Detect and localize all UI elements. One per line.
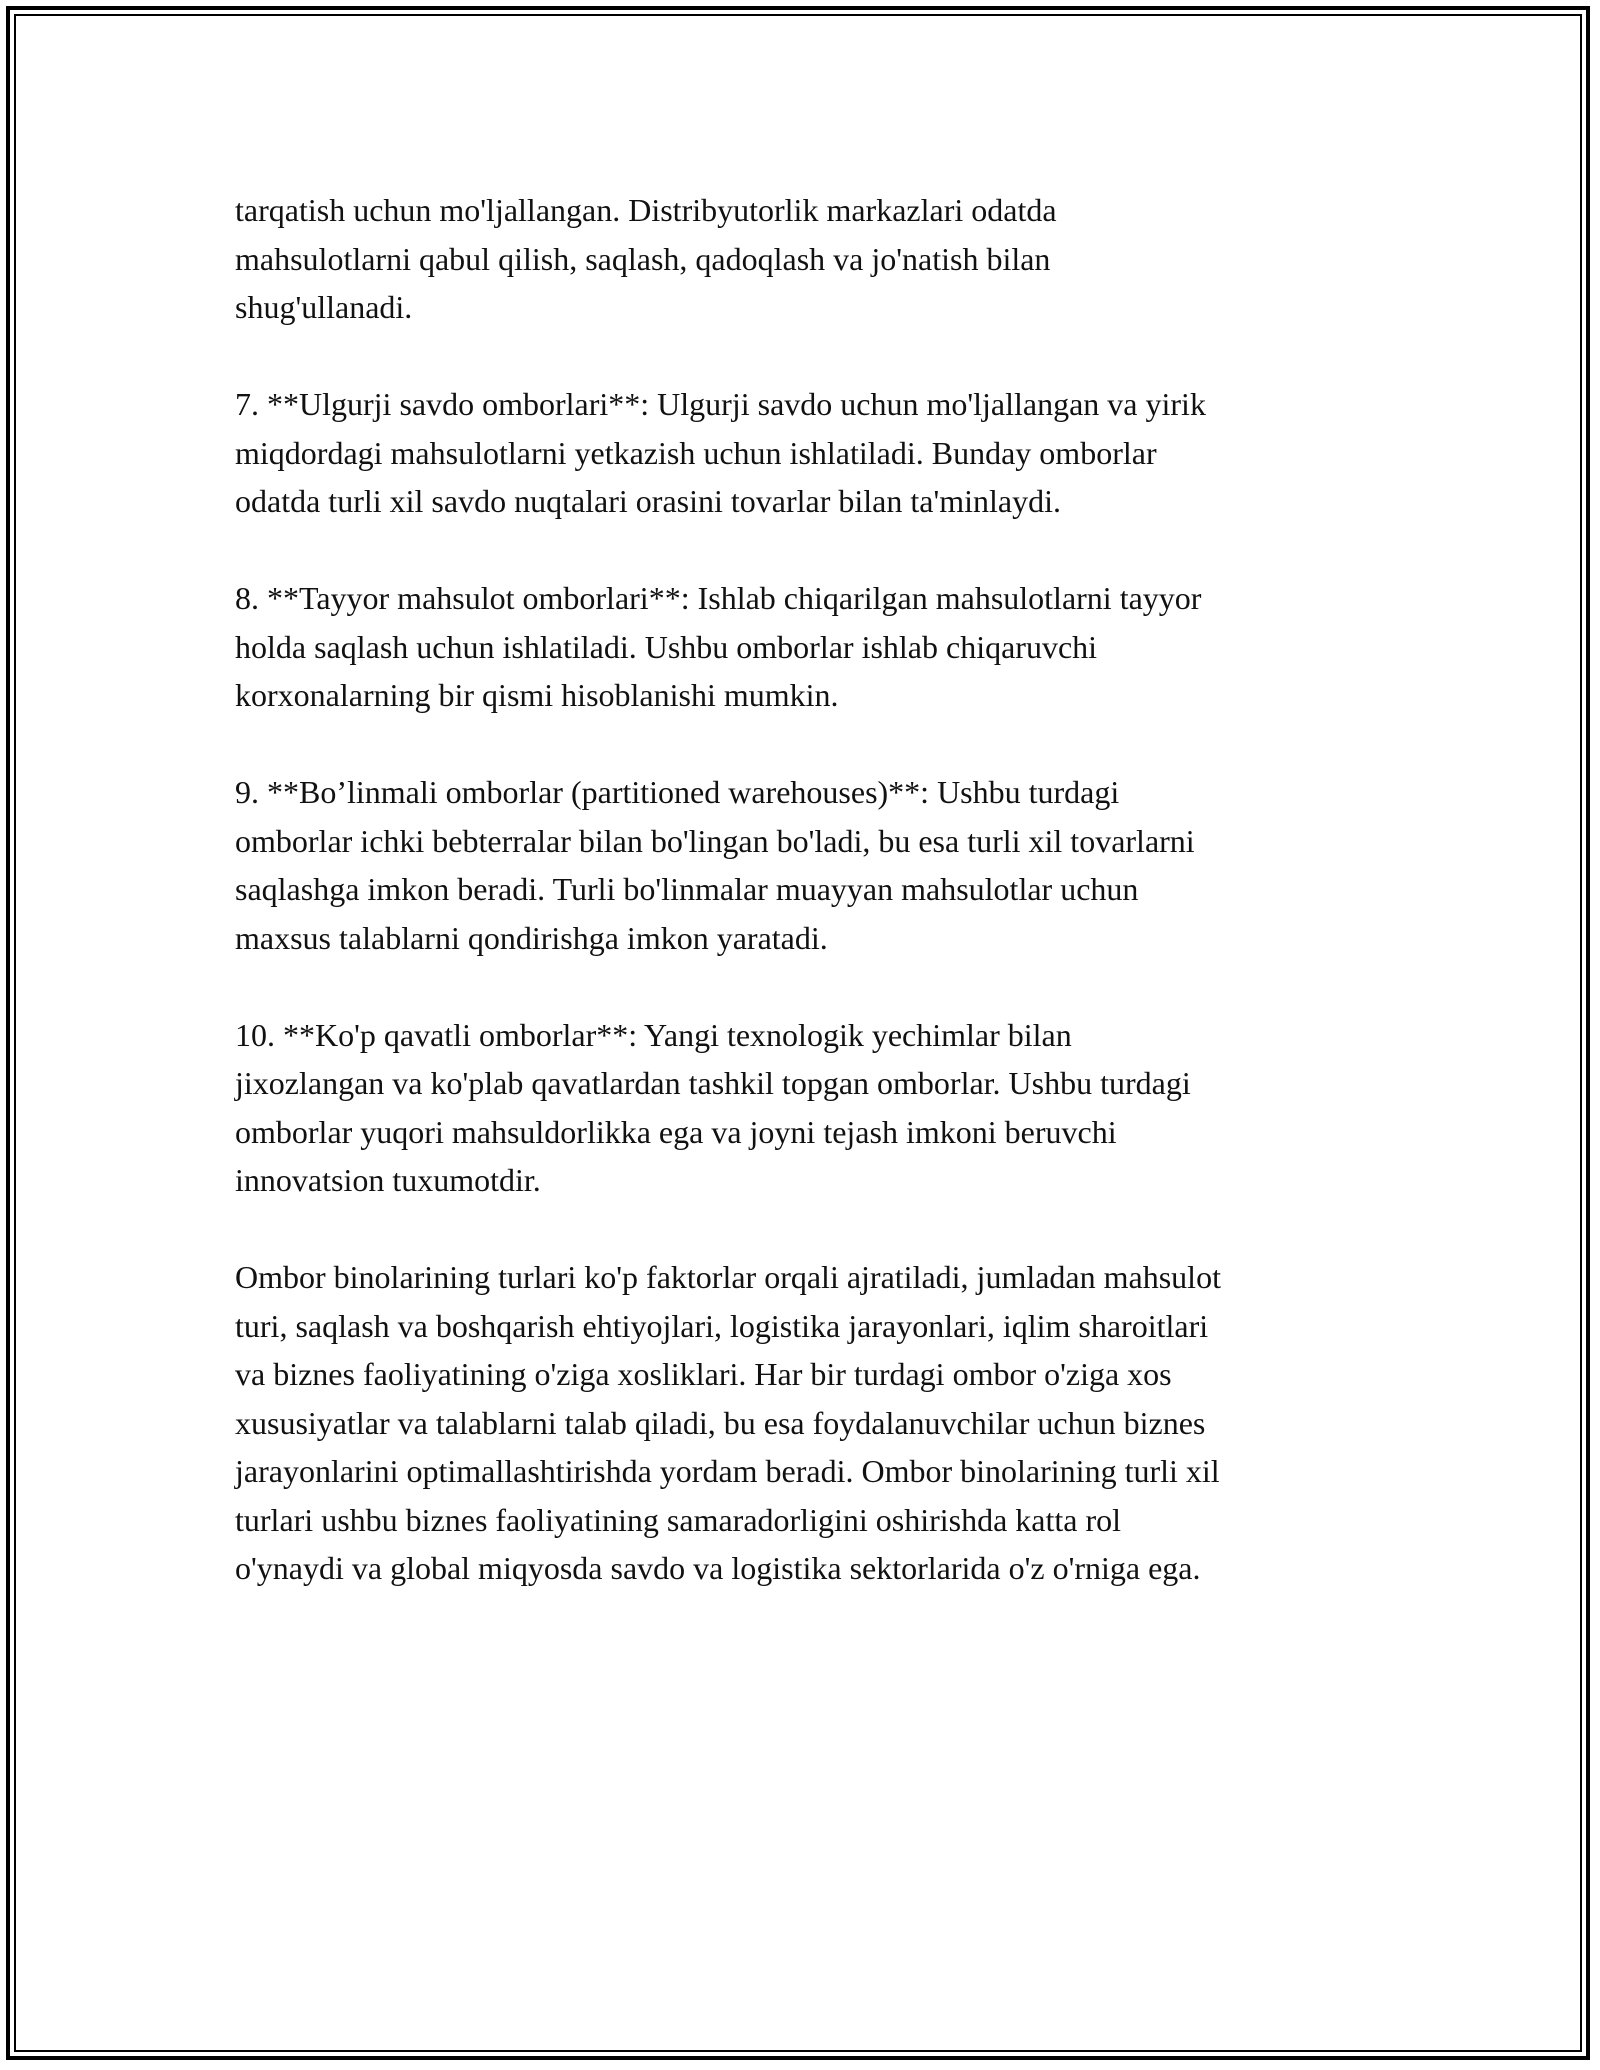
paragraph-item-8: 8. **Tayyor mahsulot omborlari**: Ishlab chiqarilgan mahsulotlarni tayyor holda saqlash uchun ishlatiladi. Ushbu omborlar ishlab chiqaruvchi korxonalarning bir qismi hisoblanishi mumkin. [235, 580, 1202, 713]
paragraph-conclusion: Ombor binolarining turlari ko'p faktorlar orqali ajratiladi, jumladan mahsulot turi, saqlash va boshqarish ehtiyojlari, logistika jarayonlari, iqlim sharoitlari va biznes faoliyatining o'ziga xosliklari. Har bir turdagi ombor o'ziga xos xususiyatlar va talablarni talab qiladi, bu esa foydalanuvchilar uchun biznes jarayonlarini optimallashtirishda yordam beradi. Ombor binolarining turli xil turlari ushbu biznes faoliyatining samaradorligini oshirishda katta rol o'ynaydi va global miqyosda savdo va logistika sektorlarida o'z o'rniga ega. [235, 1259, 1221, 1586]
paragraph-distribution-continuation: tarqatish uchun mo'ljallangan. Distribyutorlik markazlari odatda mahsulotlarni qabul qilish, saqlash, qadoqlash va jo'natish bilan shug'ullanadi. [235, 192, 1057, 325]
paragraph-item-7: 7. **Ulgurji savdo omborlari**: Ulgurji savdo uchun mo'ljallangan va yirik miqdordagi mahsulotlarni yetkazish uchun ishlatiladi. Bunday omborlar odatda turli xil savdo nuqtalari orasini tovarlar bilan ta'minlaydi. [235, 386, 1206, 519]
paragraph-item-10: 10. **Ko'p qavatli omborlar**: Yangi texnologik yechimlar bilan jixozlangan va ko'plab qavatlardan tashkil topgan omborlar. Ushbu turdagi omborlar yuqori mahsuldorlikka ega va joyni tejash imkoni beruvchi innovatsion tuxumotdir. [235, 1016, 1191, 1198]
document-body [235, 186, 1400, 1641]
paragraph-item-9: 9. **Bo’linmali omborlar (partitioned warehouses)**: Ushbu turdagi omborlar ichki bebterralar bilan bo'lingan bo'ladi, bu esa turli xil tovarlarni saqlashga imkon beradi. Turli bo'linmalar muayyan mahsulotlar uchun maxsus talablarni qondirishga imkon yaratadi. [235, 774, 1195, 956]
